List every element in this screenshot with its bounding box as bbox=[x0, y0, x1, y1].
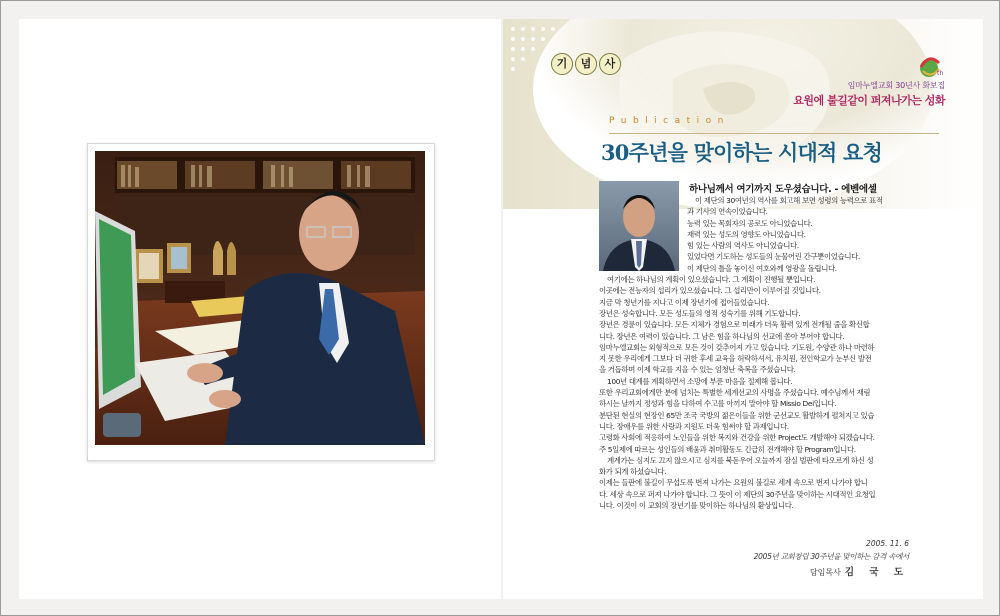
intro-line: 재력 있는 성도의 영향도 아니었습니다. bbox=[687, 229, 806, 239]
tag-char-1: 기 bbox=[551, 53, 573, 75]
occasion-line: 2005년 교회창립 30주년을 맞이하는 감격 속에서 bbox=[753, 552, 909, 561]
body-line: 장년은 경륜이 있습니다. 모든 지체가 경험으로 미래가 더욱 활력 있게 전개될 줄을 확신합 bbox=[599, 320, 870, 330]
body-line: 다. 세상 속으로 퍼져 나가야 합니다. 그 뜻이 이 제단의 30주년을 맞이하는 시대적인 요청입 bbox=[599, 489, 876, 499]
intro-line: 힘 있는 사람의 역사도 아니었습니다. bbox=[687, 241, 799, 251]
intro-line: 능력 있는 목회자의 공로도 아니었습니다. bbox=[687, 218, 813, 228]
publication-label: Publication bbox=[609, 116, 730, 126]
body-line: 이제는 들판에 불길이 무섭도록 번져 나가는 요원의 불길로 세계 속으로 번져 나가야 합니 bbox=[599, 478, 868, 488]
body-line: 분단된 현실의 현장인 65만 조국 국방의 젊은이들을 위한 군선교도 활발하게 펼쳐지고 있습 bbox=[599, 410, 875, 420]
letter-body bbox=[599, 195, 935, 511]
letter-date: 2005. 11. 6 bbox=[866, 539, 909, 548]
svg-text:th: th bbox=[937, 70, 944, 77]
body-line: 여기에는 하나님의 계획이 있으셨습니다. 그 계획이 진행될 뿐입니다. bbox=[607, 275, 816, 285]
photo-card bbox=[87, 143, 435, 461]
body-line: 100년 대계를 계획하면서 소망에 부푼 마음을 절제해 봅니다. bbox=[607, 376, 793, 386]
book-title: 요원에 불길같이 퍼져나가는 성화 bbox=[793, 94, 945, 107]
body-line: 하시는 날까지 정성과 힘을 다하여 수고를 아끼지 말아야 할 Missio Dei입니다. bbox=[599, 399, 837, 409]
tag-char-2: 념 bbox=[575, 53, 597, 75]
signature-name: 김 국 도 bbox=[844, 567, 909, 578]
right-page bbox=[503, 19, 983, 599]
series-title: 임마누엘교회 30년사 화보집 bbox=[847, 81, 945, 90]
body-line: 주 5일제에 따르는 성인들의 배움과 취미활동도 긴급히 전개해야 할 Program입니다. bbox=[599, 444, 856, 454]
title-divider bbox=[609, 133, 939, 134]
commemoration-tag bbox=[551, 53, 621, 75]
intro-line: 이 제단의 30여년의 역사를 회고해 보면 성령의 능력으로 표적 bbox=[695, 196, 883, 205]
body-line: 이곳에는 전능자의 섭리가 있으셨습니다. 그 섭리만이 이루어질 것입니다. bbox=[599, 286, 821, 296]
headline: 하나님께서 여기까지 도우셨습니다. - 에벤에셀 bbox=[689, 184, 877, 195]
body-line: 장년은 성숙합니다. 모든 성도들의 영적 성숙기를 위해 기도합니다. bbox=[599, 308, 801, 318]
pastor-at-desk-photo-icon bbox=[95, 151, 425, 445]
intro-line: 있었다면 기도하는 성도들의 눈물어린 간구뿐이었습니다. bbox=[687, 252, 860, 262]
body-line: 니다. 이것이 이 교회의 장년기를 맞이하는 하나님의 환상입니다. bbox=[599, 501, 794, 511]
30th-anniversary-logo-icon bbox=[913, 53, 947, 83]
signature bbox=[810, 564, 909, 578]
body-line: 지금 막 청년기를 지나고 이제 장년기에 접어들었습니다. bbox=[599, 297, 770, 307]
intro-line: 이 제단의 틀을 놓이신 여호와께 영광을 돌립니다. bbox=[687, 263, 837, 273]
body-line: 니다. 장년은 여력이 있습니다. 그 남은 힘을 하나님의 선교에 쏟아 부어야 합니다. bbox=[599, 331, 845, 341]
body-line: 지 못한 우리에게 그보다 더 귀한 후세 교육을 허락하셔서, 유치원, 전인학교가 눈부신 발전 bbox=[599, 354, 872, 364]
body-line: 계계가는 심지도 끄지 않으시고 심지를 북돋우어 오늘까지 잠실 벌판에 타오르게 하신 성 bbox=[607, 455, 874, 465]
body-line: 화가 되게 하셨습니다. bbox=[599, 467, 667, 477]
intro-line: 과 기사의 연속이었습니다. bbox=[687, 207, 768, 217]
body-line: 임마누엘교회는 외형적으로 모든 것이 갖추어져 가고 있습니다. 기도원, 수양관 하나 마련하 bbox=[599, 342, 875, 352]
tag-char-3: 사 bbox=[599, 53, 621, 75]
body-line: 니다. 장애우를 위한 사랑과 지원도 더욱 힘써야 할 과제입니다. bbox=[599, 421, 789, 431]
body-line: 또한 우리교회에게만 분에 넘치는 특별한 세계선교의 사명을 주셨습니다. 예수님께서 재림 bbox=[599, 388, 871, 398]
body-line: 을 거듭하며 이제 학교를 지을 수 있는 엄청난 축복을 주셨습니다. bbox=[599, 365, 796, 375]
body-line: 고령화 사회에 적응하여 노인들을 위한 복지와 건강을 위한 Project도 개발해야 되겠습니다. bbox=[599, 433, 875, 443]
page-title: 30주년을 맞이하는 시대적 요청 bbox=[601, 140, 882, 165]
signature-role: 담임목사 bbox=[809, 568, 841, 577]
left-page bbox=[19, 19, 501, 599]
